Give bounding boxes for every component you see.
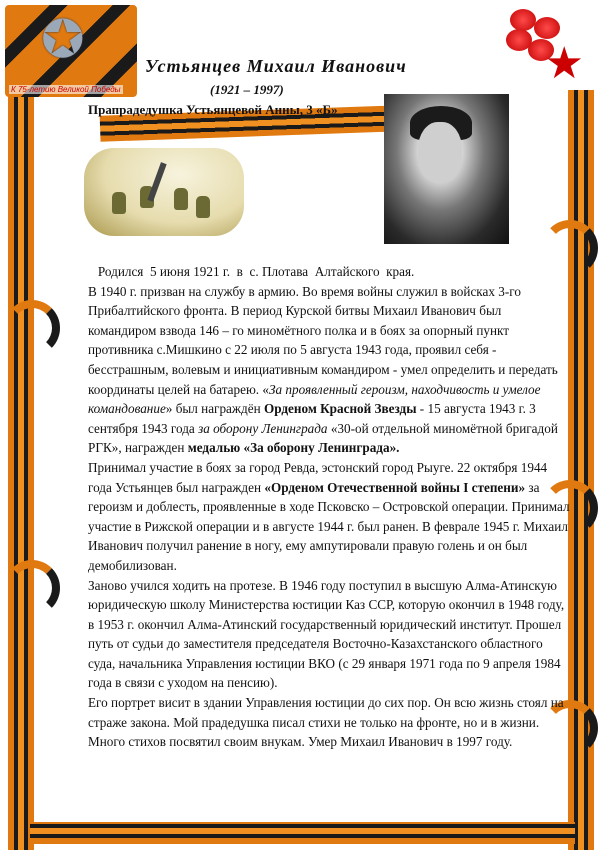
paragraph-career: Заново учился ходить на протезе. В 1946 году поступил в высшую Алма-Атинскую юридическую школу Министерства юстиции Каз ССР, которую окончил в 1948 году, в 1953 г. окончил Алма-Атинский государственный юридический институт. Прошел путь от судьи до заместителя председателя Восточно-Казахстанского областного суда, начальника Управления юстиции ВКО (с 29 января 1971 года по 9 апреля 1984 года в связи с уходом на пенсию).: [88, 577, 565, 691]
text-run: за героизм и доблесть, проявленные в ходе Псковско – Островской операции. Принимал участие в Рижской операции и в августе 1944 г. был ранен. В феврале 1945 г. Михаил Иванович получил ранение в ногу, ему ампутировали правую голень и он был демобилизован.: [88, 479, 570, 573]
portrait-face: [418, 122, 462, 182]
carnation-icon: [510, 9, 536, 31]
award-quote: За проявленный героизм, находчивость и умелое командование: [88, 381, 541, 417]
paragraph-birth: Родился 5 июня 1921 г. в с. Плотава Алтайского края.: [88, 264, 415, 279]
order-of-victory-icon: ✪: [41, 12, 85, 69]
ribbon-frame-bottom: [30, 822, 575, 844]
paragraph-war: [88, 282, 570, 458]
soldier-figure: [196, 196, 210, 218]
leningrad-defense-text: за оборону Ленинграда: [198, 420, 328, 436]
ribbon-frame-left: [8, 95, 34, 850]
war-painting-image: [84, 148, 244, 236]
text-run: «30-ой отдельной миномётной бригадой РГК», награжден: [88, 420, 558, 456]
mortar-tube: [147, 162, 166, 202]
ribbon-curl: [4, 560, 60, 616]
text-run: Принимал участие в боях за город Ревда, эстонский город Рыуге. 22 октября 1944 года Устьянцев был награжден: [88, 459, 548, 495]
paragraph-legacy: Его портрет висит в здании Управления юстиции до сих пор. Он всю жизнь стоял на страже закона. Мой прадедушка писал стихи не только на фронте, но и в жизни. Много стихов посвятил своим внукам. Умер Михаил Иванович в 1997 году.: [88, 695, 564, 750]
badge-caption: К 75-летию Великой Победы: [11, 85, 121, 94]
paragraph-battles: [88, 458, 570, 576]
ribbon-curl: [4, 300, 60, 356]
victory-badge: [5, 5, 137, 97]
soldier-figure: [112, 192, 126, 214]
award-red-star: Орденом Красной Звезды: [263, 401, 417, 417]
portrait-photo: [384, 94, 509, 244]
award-leningrad-medal: медалью «За оборону Ленинграда».: [187, 440, 400, 456]
award-patriotic-war: «Орденом Отечественной войны I степени»: [264, 479, 526, 495]
carnation-icon: [534, 17, 560, 39]
red-star-order-icon: ★: [544, 39, 584, 88]
soldier-figure: [174, 188, 188, 210]
person-name: Устьянцев Михаил Иванович: [145, 56, 407, 76]
text-run: - 15 августа 1943 г. 3 сентября 1943 года: [88, 401, 536, 436]
text-run: » был награждён: [165, 401, 264, 417]
relation-line: Прапрадедушка Устьянцевой Анны, 3 «Б»: [88, 102, 338, 117]
text-run: В 1940 г. призван на службу в армию. Во время войны служил в войсках 3-го Прибалтийского фронта. В период Курской битвы Михаил Иванович был командиром взвода 146 – го миномётного полка и в боях за опорный пункт противника с.Мишкино с 22 июля по 5 августа 1943 года, проявил себя - бесстрашным, волевым и инициативным командиром - умел определить и передать координаты целей на батарею. «: [88, 283, 558, 397]
life-years: (1921 – 1997): [210, 82, 284, 97]
biography-text: [88, 262, 570, 752]
